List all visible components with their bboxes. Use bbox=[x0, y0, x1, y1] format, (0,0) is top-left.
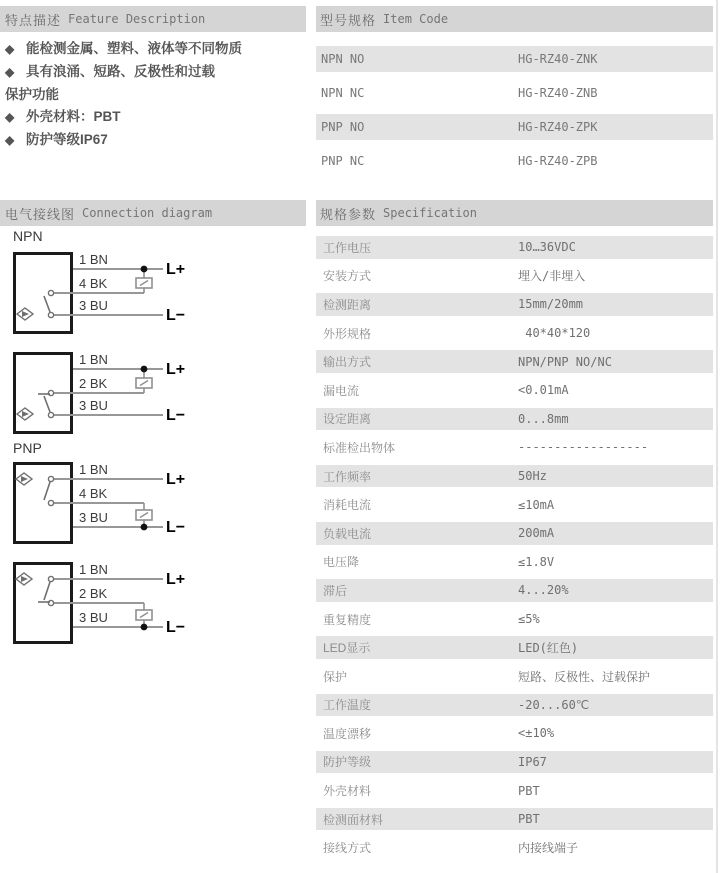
switch-contact bbox=[48, 290, 53, 295]
item-code-table bbox=[316, 42, 713, 178]
item-code-row-band bbox=[316, 148, 713, 174]
spec-row-band bbox=[316, 522, 713, 545]
switch-contact bbox=[48, 500, 53, 505]
spec-row bbox=[316, 748, 713, 777]
terminal-label-lminus: L− bbox=[166, 619, 186, 636]
spec-value-cell: 短路、反极性、过载保护 bbox=[518, 669, 651, 684]
section-title-en: Connection diagram bbox=[82, 206, 213, 220]
spec-row-band bbox=[316, 293, 713, 316]
terminal-label-lminus: L− bbox=[166, 407, 186, 424]
spec-row-band bbox=[316, 722, 713, 745]
section-title-en: Item Code bbox=[383, 12, 449, 26]
spec-row bbox=[316, 376, 713, 405]
item-code-row-band bbox=[316, 80, 713, 106]
item-code-row bbox=[316, 76, 713, 110]
spec-row bbox=[316, 776, 713, 805]
spec-label-cell: 安装方式 bbox=[323, 269, 372, 284]
feature-line bbox=[5, 129, 307, 152]
section-title-zh: 规格参数 bbox=[320, 206, 377, 222]
feature-line bbox=[5, 61, 307, 84]
spec-label-cell: 温度漂移 bbox=[323, 726, 372, 741]
section-title-en: Feature Description bbox=[68, 12, 206, 26]
spec-value-cell: PBT bbox=[518, 812, 540, 827]
spec-value-cell: LED(红色) bbox=[518, 641, 579, 656]
spec-row-band bbox=[316, 265, 713, 288]
spec-label-cell: LED显示 bbox=[323, 641, 371, 656]
spec-value-cell: 4...20% bbox=[518, 583, 569, 598]
terminal-label-lplus: L+ bbox=[166, 261, 186, 278]
spec-row-band bbox=[316, 636, 713, 659]
junction-dot bbox=[141, 524, 148, 531]
wiring-diagram-npn-nc bbox=[8, 345, 208, 445]
item-code-cell: HG-RZ40-ZNB bbox=[518, 86, 598, 100]
section-title-zh: 型号规格 bbox=[320, 12, 377, 28]
spec-row bbox=[316, 519, 713, 548]
output-type-cell: PNP NC bbox=[321, 154, 365, 168]
spec-label-cell: 负载电流 bbox=[323, 526, 372, 541]
item-code-cell: HG-RZ40-ZPK bbox=[518, 120, 598, 134]
spec-row-band bbox=[316, 579, 713, 602]
spec-value-cell: 内接线端子 bbox=[518, 841, 579, 856]
spec-label-cell: 防护等级 bbox=[323, 755, 372, 770]
spec-row-band bbox=[316, 350, 713, 373]
wire-label: 1 BN bbox=[79, 252, 108, 267]
spec-value-cell: NPN/PNP NO/NC bbox=[518, 354, 612, 369]
feature-text: 具有浪涌、短路、反极性和过载 bbox=[26, 63, 215, 79]
spec-row bbox=[316, 233, 713, 262]
spec-row bbox=[316, 462, 713, 491]
diamond-bullet-icon: ◆ bbox=[5, 64, 15, 79]
spec-row bbox=[316, 433, 713, 462]
switch-contact bbox=[48, 312, 53, 317]
junction-dot bbox=[141, 266, 148, 273]
spec-label-cell: 工作电压 bbox=[323, 240, 372, 255]
spec-value-cell: <±10% bbox=[518, 726, 555, 741]
item-code-row bbox=[316, 42, 713, 76]
spec-label-cell: 设定距离 bbox=[323, 412, 372, 427]
spec-value-cell: ≤5% bbox=[518, 612, 540, 627]
spec-value-cell: 15mm/20mm bbox=[518, 297, 584, 312]
item-code-row-band bbox=[316, 114, 713, 140]
spec-row bbox=[316, 319, 713, 348]
spec-row-band bbox=[316, 436, 713, 459]
output-type-cell: NPN NC bbox=[321, 86, 365, 100]
spec-label-cell: 滞后 bbox=[323, 583, 348, 598]
spec-value-cell: ------------------ bbox=[518, 440, 649, 455]
spec-label-cell: 电压降 bbox=[323, 555, 360, 570]
item-code-row-band bbox=[316, 46, 713, 72]
spec-row bbox=[316, 347, 713, 376]
wire-label: 4 BK bbox=[79, 486, 108, 501]
spec-row-band bbox=[316, 665, 713, 688]
switch-contact bbox=[48, 476, 53, 481]
spec-label-cell: 工作频率 bbox=[323, 469, 372, 484]
spec-row bbox=[316, 691, 713, 720]
spec-value-cell: 0...8mm bbox=[518, 411, 569, 426]
section-header-item-code bbox=[316, 6, 713, 32]
spec-label-cell: 外壳材料 bbox=[323, 784, 372, 799]
spec-row-band bbox=[316, 465, 713, 488]
spec-row bbox=[316, 490, 713, 519]
spec-row-band bbox=[316, 808, 713, 831]
spec-label-cell: 外形规格 bbox=[323, 326, 372, 341]
wiring-diagram-npn-no bbox=[8, 245, 208, 345]
spec-row bbox=[316, 548, 713, 577]
wire-label: 2 BK bbox=[79, 376, 108, 391]
switch-contact bbox=[48, 390, 53, 395]
diamond-bullet-icon: ◆ bbox=[5, 133, 15, 148]
spec-value-cell: ≤1.8V bbox=[518, 554, 555, 569]
terminal-label-lplus: L+ bbox=[166, 361, 186, 378]
spec-value-cell: 10…36VDC bbox=[518, 240, 576, 255]
terminal-label-lplus: L+ bbox=[166, 471, 186, 488]
page-right-border bbox=[716, 0, 718, 873]
wiring-diagram-pnp-nc bbox=[8, 555, 208, 655]
switch-contact bbox=[48, 412, 53, 417]
spec-value-cell: ≤10mA bbox=[518, 497, 555, 512]
wire-label: 3 BU bbox=[79, 510, 108, 525]
spec-value-cell: <0.01mA bbox=[518, 383, 569, 398]
spec-row bbox=[316, 576, 713, 605]
spec-label-cell: 重复精度 bbox=[323, 612, 372, 627]
wire-label: 3 BU bbox=[79, 610, 108, 625]
spec-row bbox=[316, 605, 713, 634]
spec-row bbox=[316, 290, 713, 319]
section-title-en: Specification bbox=[383, 206, 477, 220]
spec-row bbox=[316, 262, 713, 291]
spec-row bbox=[316, 719, 713, 748]
spec-label-cell: 检测面材料 bbox=[323, 812, 384, 827]
spec-label-cell: 漏电流 bbox=[323, 383, 360, 398]
spec-label-cell: 工作温度 bbox=[323, 698, 372, 713]
item-code-row bbox=[316, 110, 713, 144]
feature-text: 能检测金属、塑料、液体等不同物质 bbox=[26, 41, 242, 56]
spec-label-cell: 输出方式 bbox=[323, 355, 372, 370]
spec-row-band bbox=[316, 408, 713, 431]
spec-row-band bbox=[316, 551, 713, 574]
feature-line bbox=[5, 84, 307, 107]
item-code-cell: HG-RZ40-ZNK bbox=[518, 52, 598, 66]
spec-value-cell: IP67 bbox=[518, 754, 547, 769]
wiring-diagram-pnp-no bbox=[8, 455, 208, 555]
wire-label: 1 BN bbox=[79, 462, 108, 477]
item-code-cell: HG-RZ40-ZPB bbox=[518, 154, 598, 168]
section-header-specification bbox=[316, 200, 713, 226]
spec-row bbox=[316, 405, 713, 434]
spec-value-cell: 埋入/非埋入 bbox=[518, 269, 586, 284]
wire-label: 1 BN bbox=[79, 562, 108, 577]
polarity-group-label: NPN bbox=[13, 228, 43, 244]
feature-text: 外壳材料：PBT bbox=[26, 109, 121, 125]
spec-value-cell: 50Hz bbox=[518, 469, 547, 484]
wire-label: 3 BU bbox=[79, 398, 108, 413]
item-code-row bbox=[316, 144, 713, 178]
wire-label: 2 BK bbox=[79, 586, 108, 601]
terminal-label-lminus: L− bbox=[166, 519, 186, 536]
feature-line bbox=[5, 106, 307, 129]
feature-text: 防护等级IP67 bbox=[26, 132, 108, 148]
junction-dot bbox=[141, 624, 148, 631]
spec-label-cell: 标准检出物体 bbox=[323, 440, 396, 455]
feature-text: 保护功能 bbox=[5, 86, 59, 102]
spec-value-cell: 200mA bbox=[518, 526, 555, 541]
specification-table bbox=[316, 233, 713, 862]
output-type-cell: NPN NO bbox=[321, 52, 365, 66]
spec-label-cell: 消耗电流 bbox=[323, 498, 372, 513]
feature-line bbox=[5, 38, 307, 61]
spec-row bbox=[316, 633, 713, 662]
terminal-label-lminus: L− bbox=[166, 307, 186, 324]
spec-row-band bbox=[316, 694, 713, 717]
spec-row bbox=[316, 833, 713, 862]
spec-row-band bbox=[316, 608, 713, 631]
wire-label: 4 BK bbox=[79, 276, 108, 291]
spec-row-band bbox=[316, 751, 713, 774]
spec-value-cell: PBT bbox=[518, 783, 540, 798]
terminal-label-lplus: L+ bbox=[166, 571, 186, 588]
spec-row bbox=[316, 662, 713, 691]
spec-value-cell: -20...60℃ bbox=[518, 697, 590, 712]
spec-row-band bbox=[316, 379, 713, 402]
section-title-zh: 电气接线图 bbox=[5, 206, 76, 222]
spec-row-band bbox=[316, 779, 713, 802]
feature-list bbox=[5, 38, 307, 152]
spec-row bbox=[316, 805, 713, 834]
diamond-bullet-icon: ◆ bbox=[5, 42, 15, 56]
spec-value-cell: 40*40*120 bbox=[518, 326, 591, 341]
spec-label-cell: 保护 bbox=[323, 669, 348, 684]
spec-row-band bbox=[316, 493, 713, 516]
wire-label: 3 BU bbox=[79, 298, 108, 313]
polarity-group-label: PNP bbox=[13, 440, 42, 456]
output-type-cell: PNP NO bbox=[321, 120, 365, 134]
spec-row-band bbox=[316, 236, 713, 259]
switch-contact bbox=[48, 576, 53, 581]
diamond-bullet-icon: ◆ bbox=[5, 110, 15, 125]
spec-label-cell: 接线方式 bbox=[323, 841, 372, 856]
switch-contact bbox=[48, 600, 53, 605]
wire-label: 1 BN bbox=[79, 352, 108, 367]
section-header-features bbox=[0, 6, 306, 32]
spec-row-band bbox=[316, 322, 713, 345]
section-header-connection-diagram bbox=[0, 200, 306, 226]
section-title-zh: 特点描述 bbox=[5, 12, 62, 28]
spec-label-cell: 检测距离 bbox=[323, 297, 372, 312]
junction-dot bbox=[141, 366, 148, 373]
spec-row-band bbox=[316, 836, 713, 859]
